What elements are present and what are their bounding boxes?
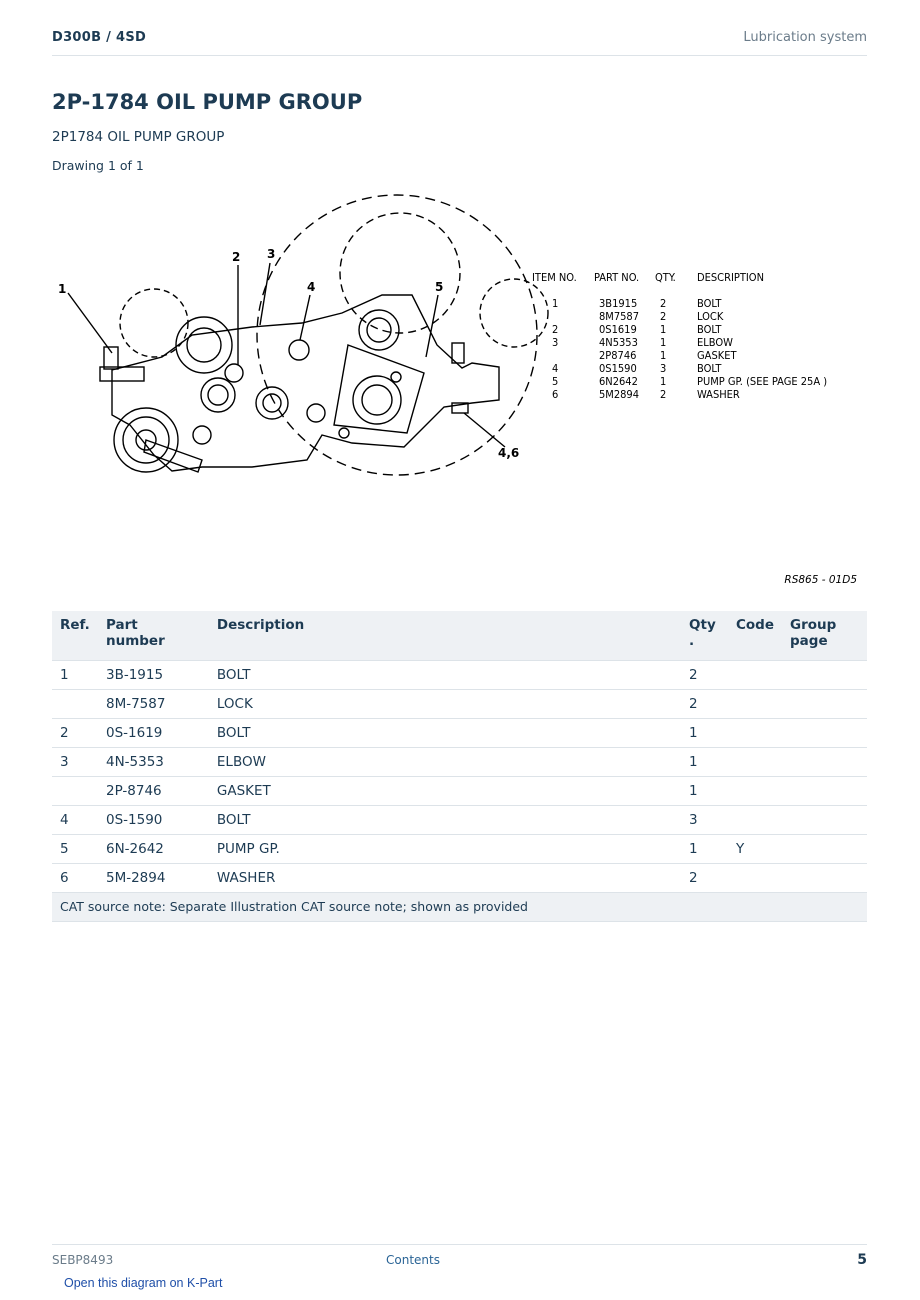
page-header: [52, 28, 867, 56]
callout-2: 2: [232, 250, 241, 264]
svg-text:2P8746: 2P8746: [599, 349, 637, 362]
header-part-number: Part number: [98, 611, 209, 660]
cell-description: GASKET: [209, 776, 681, 805]
callout-4: 4: [307, 280, 316, 294]
cell-qty: 2: [681, 689, 728, 718]
kpart-diagram-link[interactable]: Open this diagram on K-Part: [64, 1276, 223, 1290]
cell-description: PUMP GP.: [209, 834, 681, 863]
cell-code: [728, 776, 782, 805]
cell-code: [728, 689, 782, 718]
section-label: Lubrication system: [743, 30, 867, 45]
gear-outline: [257, 195, 537, 475]
svg-text:6N2642: 6N2642: [599, 375, 638, 388]
cell-group-page: [782, 776, 867, 805]
header-description: Description: [209, 611, 681, 660]
cell-part-number: 6N-2642: [98, 834, 209, 863]
table-row: [52, 747, 867, 776]
cell-description: BOLT: [209, 718, 681, 747]
drawing-count: Drawing 1 of 1: [52, 158, 144, 173]
cell-description: BOLT: [209, 805, 681, 834]
cell-description: ELBOW: [209, 747, 681, 776]
svg-text:4: 4: [552, 362, 559, 375]
cell-ref: 3: [52, 747, 98, 776]
cell-ref: 2: [52, 718, 98, 747]
cell-group-page: [782, 863, 867, 892]
svg-text:ELBOW: ELBOW: [697, 336, 733, 349]
svg-text:BOLT: BOLT: [697, 297, 722, 310]
cell-qty: 1: [681, 834, 728, 863]
legend-header-desc: DESCRIPTION: [697, 271, 764, 284]
cell-code: [728, 863, 782, 892]
svg-text:4N5353: 4N5353: [599, 336, 638, 349]
svg-text:3: 3: [660, 362, 667, 375]
cell-code: [728, 747, 782, 776]
drawing-code: RS865 - 01D5: [784, 574, 857, 586]
svg-text:1: 1: [660, 375, 667, 388]
svg-text:8M7587: 8M7587: [599, 310, 640, 323]
cell-qty: 1: [681, 747, 728, 776]
svg-text:2: 2: [660, 297, 667, 310]
cell-group-page: [782, 834, 867, 863]
parts-legend: [532, 271, 827, 401]
svg-text:PUMP GP. (SEE PAGE 25A ): PUMP GP. (SEE PAGE 25A ): [697, 375, 828, 388]
cell-group-page: [782, 689, 867, 718]
callout-4-6: 4,6: [498, 446, 520, 460]
svg-text:2: 2: [552, 323, 559, 336]
cell-group-page: [782, 805, 867, 834]
svg-text:6: 6: [552, 388, 559, 401]
table-header-row: [52, 611, 867, 660]
table-row: [52, 863, 867, 892]
svg-text:1: 1: [660, 323, 667, 336]
svg-text:3B1915: 3B1915: [599, 297, 638, 310]
cell-ref: 4: [52, 805, 98, 834]
svg-text:WASHER: WASHER: [697, 388, 740, 401]
page-title: 2P-1784 OIL PUMP GROUP: [52, 90, 363, 114]
svg-text:3: 3: [552, 336, 559, 349]
cell-ref: 6: [52, 863, 98, 892]
cell-code: [728, 718, 782, 747]
svg-text:5: 5: [552, 375, 559, 388]
svg-text:1: 1: [660, 336, 667, 349]
header-group-page: Group page: [782, 611, 867, 660]
legend-header-qty: QTY.: [655, 271, 676, 284]
cell-description: BOLT: [209, 660, 681, 689]
svg-text:5M2894: 5M2894: [599, 388, 640, 401]
svg-text:BOLT: BOLT: [697, 362, 722, 375]
cell-qty: 1: [681, 776, 728, 805]
contents-link[interactable]: Contents: [386, 1253, 440, 1267]
cell-ref: 5: [52, 834, 98, 863]
svg-text:GASKET: GASKET: [697, 349, 737, 362]
cell-qty: 2: [681, 660, 728, 689]
cell-part-number: 5M-2894: [98, 863, 209, 892]
cell-ref: [52, 776, 98, 805]
svg-text:1: 1: [660, 349, 667, 362]
table-row: [52, 805, 867, 834]
header-code: Code: [728, 611, 782, 660]
legend-header-item: ITEM NO.: [532, 271, 577, 284]
cell-part-number: 0S-1590: [98, 805, 209, 834]
cell-qty: 2: [681, 863, 728, 892]
svg-text:2: 2: [660, 388, 667, 401]
cell-code: [728, 660, 782, 689]
table-row: [52, 776, 867, 805]
table-row: [52, 689, 867, 718]
cell-ref: 1: [52, 660, 98, 689]
group-subtitle: 2P1784 OIL PUMP GROUP: [52, 129, 225, 145]
cell-group-page: [782, 718, 867, 747]
parts-table: [52, 611, 867, 922]
cell-group-page: [782, 660, 867, 689]
svg-text:BOLT: BOLT: [697, 323, 722, 336]
model-label: D300B / 4SD: [52, 30, 147, 45]
svg-text:1: 1: [552, 297, 559, 310]
cell-code: [728, 805, 782, 834]
cell-code: Y: [728, 834, 782, 863]
svg-text:LOCK: LOCK: [697, 310, 724, 323]
cell-qty: 1: [681, 718, 728, 747]
cell-description: WASHER: [209, 863, 681, 892]
cell-part-number: 2P-8746: [98, 776, 209, 805]
table-row: [52, 660, 867, 689]
callout-3: 3: [267, 247, 276, 261]
header-ref: Ref.: [52, 611, 98, 660]
cell-ref: [52, 689, 98, 718]
pump-body: [112, 295, 499, 471]
cell-qty: 3: [681, 805, 728, 834]
svg-text:0S1619: 0S1619: [599, 323, 637, 336]
cell-group-page: [782, 747, 867, 776]
table-row: [52, 834, 867, 863]
source-note: CAT source note: Separate Illustration CAT source note; shown as provided: [52, 892, 867, 921]
svg-text:2: 2: [660, 310, 667, 323]
document-id: SEBP8493: [52, 1253, 114, 1267]
cell-description: LOCK: [209, 689, 681, 718]
oil-pump-diagram: [52, 185, 867, 595]
table-note-row: [52, 892, 867, 921]
page-number: 5: [857, 1252, 867, 1268]
svg-text:0S1590: 0S1590: [599, 362, 637, 375]
cell-part-number: 8M-7587: [98, 689, 209, 718]
page-footer: [52, 1244, 867, 1274]
callout-5: 5: [435, 280, 444, 294]
callout-1: 1: [58, 282, 67, 296]
legend-header-part: PART NO.: [594, 271, 640, 284]
cell-part-number: 3B-1915: [98, 660, 209, 689]
table-row: [52, 718, 867, 747]
cell-part-number: 0S-1619: [98, 718, 209, 747]
header-qty: Qty .: [681, 611, 728, 660]
cell-part-number: 4N-5353: [98, 747, 209, 776]
